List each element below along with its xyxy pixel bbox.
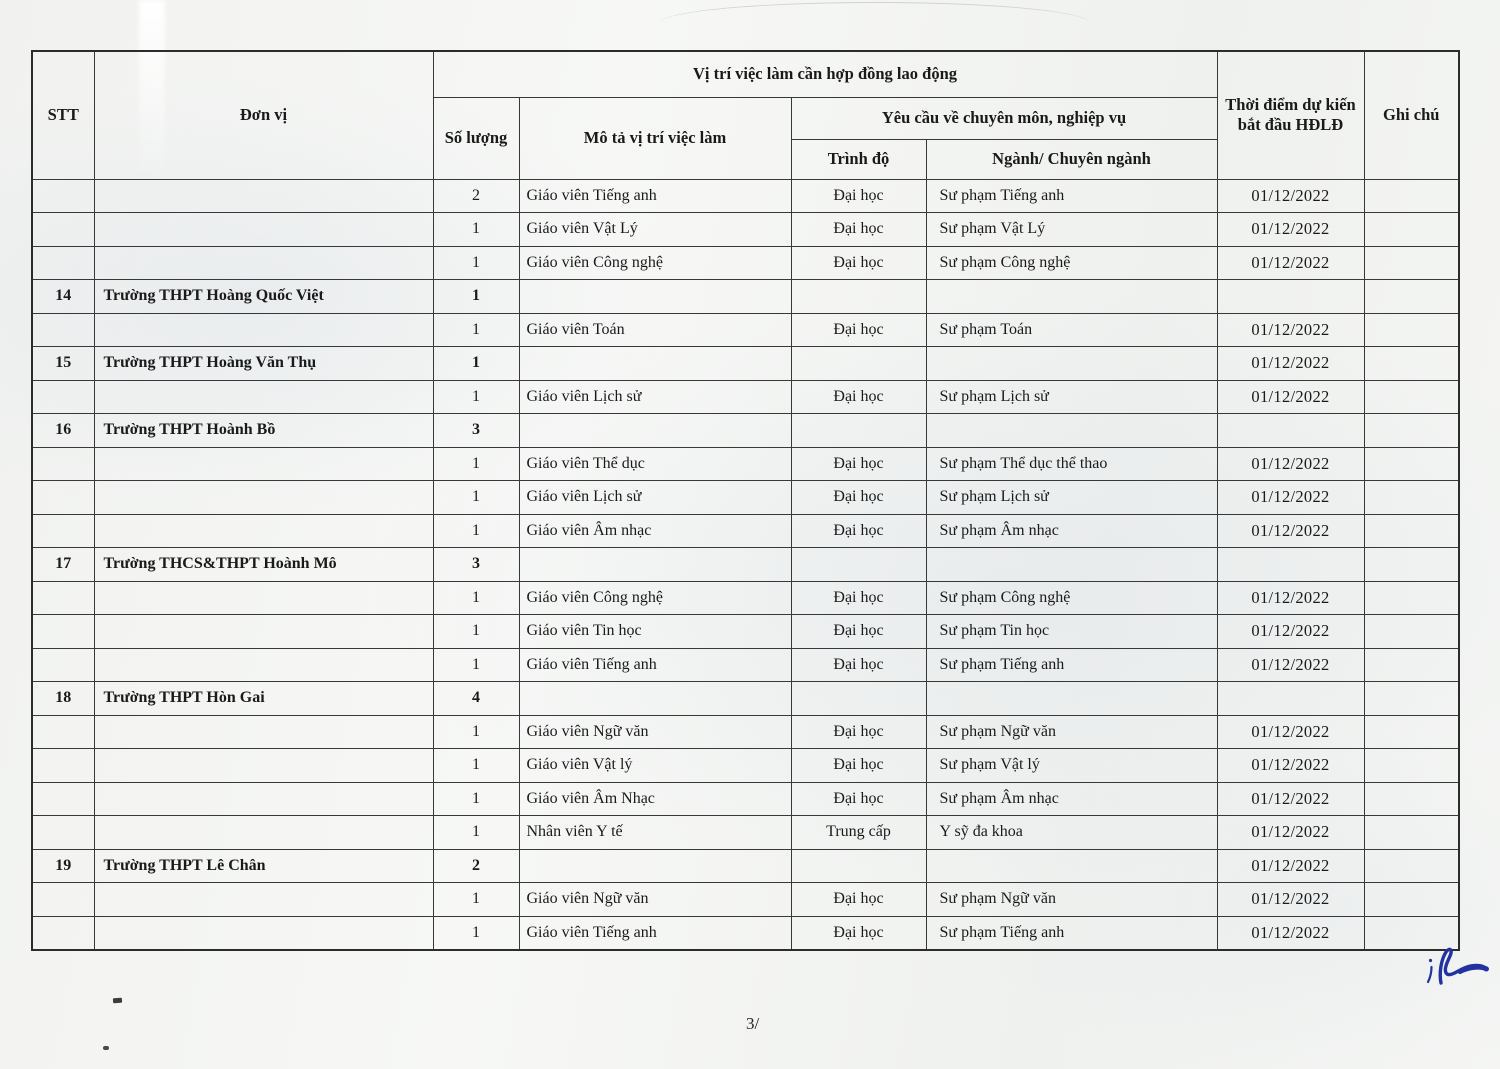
table-row bbox=[32, 514, 1459, 548]
cell-level: Đại học bbox=[791, 581, 926, 615]
cell-unit bbox=[94, 313, 433, 347]
cell-qty: 1 bbox=[433, 883, 519, 917]
cell-stt: 16 bbox=[32, 414, 94, 448]
cell-date: 01/12/2022 bbox=[1217, 447, 1364, 481]
cell-unit bbox=[94, 782, 433, 816]
cell-major: Sư phạm Tiếng anh bbox=[926, 648, 1217, 682]
positions-table bbox=[31, 50, 1460, 951]
cell-level: Trung cấp bbox=[791, 816, 926, 850]
cell-note bbox=[1364, 849, 1459, 883]
cell-major: Sư phạm Ngữ văn bbox=[926, 715, 1217, 749]
cell-desc: Giáo viên Tiếng anh bbox=[519, 916, 791, 950]
cell-note bbox=[1364, 581, 1459, 615]
table-body bbox=[32, 179, 1459, 950]
cell-desc: Giáo viên Thể dục bbox=[519, 447, 791, 481]
cell-note bbox=[1364, 280, 1459, 314]
cell-unit: Trường THPT Hoàng Văn Thụ bbox=[94, 347, 433, 381]
table-row bbox=[32, 246, 1459, 280]
cell-level bbox=[791, 280, 926, 314]
cell-major: Sư phạm Vật Lý bbox=[926, 213, 1217, 247]
cell-qty: 1 bbox=[433, 816, 519, 850]
cell-desc: Giáo viên Lịch sử bbox=[519, 380, 791, 414]
cell-qty: 1 bbox=[433, 246, 519, 280]
cell-stt bbox=[32, 883, 94, 917]
cell-stt bbox=[32, 648, 94, 682]
cell-stt bbox=[32, 816, 94, 850]
cell-unit bbox=[94, 816, 433, 850]
cell-qty: 1 bbox=[433, 347, 519, 381]
cell-desc: Giáo viên Lịch sử bbox=[519, 481, 791, 515]
cell-note bbox=[1364, 749, 1459, 783]
cell-desc bbox=[519, 347, 791, 381]
cell-date bbox=[1217, 548, 1364, 582]
cell-date: 01/12/2022 bbox=[1217, 715, 1364, 749]
cell-unit bbox=[94, 581, 433, 615]
table-row bbox=[32, 447, 1459, 481]
header-quantity: Số lượng bbox=[433, 97, 519, 179]
cell-major bbox=[926, 682, 1217, 716]
cell-unit: Trường THPT Lê Chân bbox=[94, 849, 433, 883]
cell-note bbox=[1364, 715, 1459, 749]
cell-unit: Trường THPT Hòn Gai bbox=[94, 682, 433, 716]
cell-qty: 1 bbox=[433, 280, 519, 314]
table-row bbox=[32, 715, 1459, 749]
cell-desc: Giáo viên Ngữ văn bbox=[519, 715, 791, 749]
cell-stt: 18 bbox=[32, 682, 94, 716]
cell-unit bbox=[94, 916, 433, 950]
cell-date: 01/12/2022 bbox=[1217, 916, 1364, 950]
cell-unit bbox=[94, 380, 433, 414]
cell-stt bbox=[32, 782, 94, 816]
cell-desc: Giáo viên Âm Nhạc bbox=[519, 782, 791, 816]
table-row bbox=[32, 581, 1459, 615]
table-row bbox=[32, 548, 1459, 582]
cell-date: 01/12/2022 bbox=[1217, 213, 1364, 247]
cell-level: Đại học bbox=[791, 514, 926, 548]
cell-desc bbox=[519, 548, 791, 582]
cell-major: Sư phạm Vật lý bbox=[926, 749, 1217, 783]
cell-stt bbox=[32, 916, 94, 950]
cell-stt: 17 bbox=[32, 548, 94, 582]
cell-stt bbox=[32, 213, 94, 247]
cell-date: 01/12/2022 bbox=[1217, 481, 1364, 515]
cell-note bbox=[1364, 682, 1459, 716]
cell-date: 01/12/2022 bbox=[1217, 179, 1364, 213]
cell-major: Sư phạm Tiếng anh bbox=[926, 916, 1217, 950]
table-row bbox=[32, 414, 1459, 448]
scan-speck-artifact bbox=[103, 1046, 109, 1050]
cell-qty: 1 bbox=[433, 380, 519, 414]
cell-date: 01/12/2022 bbox=[1217, 615, 1364, 649]
cell-date: 01/12/2022 bbox=[1217, 581, 1364, 615]
table-row bbox=[32, 816, 1459, 850]
header-note: Ghi chú bbox=[1364, 51, 1459, 179]
cell-date: 01/12/2022 bbox=[1217, 816, 1364, 850]
cell-date: 01/12/2022 bbox=[1217, 347, 1364, 381]
cell-unit bbox=[94, 213, 433, 247]
cell-level: Đại học bbox=[791, 213, 926, 247]
cell-note bbox=[1364, 213, 1459, 247]
cell-stt bbox=[32, 179, 94, 213]
cell-unit: Trường THPT Hoành Bồ bbox=[94, 414, 433, 448]
cell-unit: Trường THPT Hoàng Quốc Việt bbox=[94, 280, 433, 314]
cell-qty: 3 bbox=[433, 548, 519, 582]
cell-date bbox=[1217, 280, 1364, 314]
cell-level: Đại học bbox=[791, 883, 926, 917]
cell-note bbox=[1364, 447, 1459, 481]
cell-major: Sư phạm Công nghệ bbox=[926, 246, 1217, 280]
scan-speck-artifact bbox=[113, 998, 122, 1004]
signature-ink-mark bbox=[1420, 936, 1498, 994]
cell-stt bbox=[32, 514, 94, 548]
cell-date: 01/12/2022 bbox=[1217, 883, 1364, 917]
cell-level: Đại học bbox=[791, 749, 926, 783]
cell-note bbox=[1364, 816, 1459, 850]
cell-desc: Giáo viên Tiếng anh bbox=[519, 179, 791, 213]
cell-major: Sư phạm Toán bbox=[926, 313, 1217, 347]
cell-level: Đại học bbox=[791, 179, 926, 213]
cell-major: Sư phạm Âm nhạc bbox=[926, 782, 1217, 816]
cell-desc bbox=[519, 682, 791, 716]
cell-date bbox=[1217, 682, 1364, 716]
cell-level bbox=[791, 347, 926, 381]
table-header bbox=[32, 51, 1459, 179]
cell-level bbox=[791, 682, 926, 716]
cell-stt: 19 bbox=[32, 849, 94, 883]
cell-unit bbox=[94, 615, 433, 649]
cell-note bbox=[1364, 347, 1459, 381]
cell-note bbox=[1364, 648, 1459, 682]
cell-date: 01/12/2022 bbox=[1217, 749, 1364, 783]
cell-level: Đại học bbox=[791, 615, 926, 649]
table-row bbox=[32, 883, 1459, 917]
cell-desc: Giáo viên Tiếng anh bbox=[519, 648, 791, 682]
cell-stt bbox=[32, 615, 94, 649]
cell-stt bbox=[32, 481, 94, 515]
cell-unit bbox=[94, 715, 433, 749]
cell-note bbox=[1364, 615, 1459, 649]
cell-unit: Trường THCS&THPT Hoành Mô bbox=[94, 548, 433, 582]
table-row bbox=[32, 347, 1459, 381]
cell-major: Sư phạm Âm nhạc bbox=[926, 514, 1217, 548]
cell-desc: Giáo viên Toán bbox=[519, 313, 791, 347]
cell-major: Sư phạm Thể dục thể thao bbox=[926, 447, 1217, 481]
cell-unit bbox=[94, 648, 433, 682]
cell-date: 01/12/2022 bbox=[1217, 514, 1364, 548]
cell-desc: Giáo viên Công nghệ bbox=[519, 581, 791, 615]
cell-stt bbox=[32, 581, 94, 615]
cell-date: 01/12/2022 bbox=[1217, 782, 1364, 816]
cell-note bbox=[1364, 313, 1459, 347]
cell-qty: 1 bbox=[433, 313, 519, 347]
cell-desc bbox=[519, 849, 791, 883]
cell-level bbox=[791, 414, 926, 448]
cell-major bbox=[926, 414, 1217, 448]
cell-major: Sư phạm Lịch sử bbox=[926, 481, 1217, 515]
cell-stt bbox=[32, 380, 94, 414]
header-level: Trình độ bbox=[791, 139, 926, 179]
header-group-positions: Vị trí việc làm cần hợp đồng lao động bbox=[433, 51, 1217, 97]
cell-note bbox=[1364, 246, 1459, 280]
cell-desc: Giáo viên Vật Lý bbox=[519, 213, 791, 247]
cell-major: Y sỹ đa khoa bbox=[926, 816, 1217, 850]
cell-major: Sư phạm Tiếng anh bbox=[926, 179, 1217, 213]
cell-major bbox=[926, 280, 1217, 314]
cell-level: Đại học bbox=[791, 916, 926, 950]
cell-level: Đại học bbox=[791, 648, 926, 682]
table-row bbox=[32, 849, 1459, 883]
cell-desc bbox=[519, 414, 791, 448]
cell-major: Sư phạm Công nghệ bbox=[926, 581, 1217, 615]
cell-major: Sư phạm Tin học bbox=[926, 615, 1217, 649]
cell-stt bbox=[32, 749, 94, 783]
cell-qty: 1 bbox=[433, 916, 519, 950]
cell-qty: 1 bbox=[433, 581, 519, 615]
cell-level bbox=[791, 548, 926, 582]
cell-desc: Giáo viên Vật lý bbox=[519, 749, 791, 783]
cell-desc: Nhân viên Y tế bbox=[519, 816, 791, 850]
cell-note bbox=[1364, 548, 1459, 582]
cell-qty: 3 bbox=[433, 414, 519, 448]
table-row bbox=[32, 179, 1459, 213]
cell-level: Đại học bbox=[791, 246, 926, 280]
cell-desc: Giáo viên Âm nhạc bbox=[519, 514, 791, 548]
table-row bbox=[32, 682, 1459, 716]
cell-qty: 4 bbox=[433, 682, 519, 716]
table-row bbox=[32, 916, 1459, 950]
cell-major: Sư phạm Ngữ văn bbox=[926, 883, 1217, 917]
cell-date: 01/12/2022 bbox=[1217, 648, 1364, 682]
cell-stt: 14 bbox=[32, 280, 94, 314]
cell-stt bbox=[32, 313, 94, 347]
cell-date: 01/12/2022 bbox=[1217, 246, 1364, 280]
cell-unit bbox=[94, 481, 433, 515]
cell-stt: 15 bbox=[32, 347, 94, 381]
cell-level: Đại học bbox=[791, 447, 926, 481]
cell-level: Đại học bbox=[791, 481, 926, 515]
cell-level: Đại học bbox=[791, 782, 926, 816]
cell-date: 01/12/2022 bbox=[1217, 380, 1364, 414]
cell-stt bbox=[32, 447, 94, 481]
cell-stt bbox=[32, 246, 94, 280]
cell-major bbox=[926, 849, 1217, 883]
page-number: 3/ bbox=[746, 1014, 760, 1033]
cell-note bbox=[1364, 179, 1459, 213]
table-row bbox=[32, 749, 1459, 783]
cell-qty: 1 bbox=[433, 481, 519, 515]
cell-qty: 1 bbox=[433, 514, 519, 548]
cell-unit bbox=[94, 179, 433, 213]
cell-qty: 1 bbox=[433, 213, 519, 247]
cell-qty: 1 bbox=[433, 648, 519, 682]
cell-note bbox=[1364, 782, 1459, 816]
cell-qty: 1 bbox=[433, 447, 519, 481]
cell-desc: Giáo viên Ngữ văn bbox=[519, 883, 791, 917]
cell-desc: Giáo viên Tin học bbox=[519, 615, 791, 649]
cell-qty: 2 bbox=[433, 179, 519, 213]
cell-major bbox=[926, 347, 1217, 381]
cell-level bbox=[791, 849, 926, 883]
header-group-requirements: Yêu cầu về chuyên môn, nghiệp vụ bbox=[791, 97, 1217, 139]
cell-unit bbox=[94, 514, 433, 548]
cell-unit bbox=[94, 883, 433, 917]
cell-desc: Giáo viên Công nghệ bbox=[519, 246, 791, 280]
cell-unit bbox=[94, 447, 433, 481]
cell-level: Đại học bbox=[791, 380, 926, 414]
table-row bbox=[32, 380, 1459, 414]
header-description: Mô tả vị trí việc làm bbox=[519, 97, 791, 179]
cell-note bbox=[1364, 481, 1459, 515]
cell-level: Đại học bbox=[791, 313, 926, 347]
header-unit: Đơn vị bbox=[94, 51, 433, 179]
cell-note bbox=[1364, 514, 1459, 548]
table-row bbox=[32, 481, 1459, 515]
cell-major: Sư phạm Lịch sử bbox=[926, 380, 1217, 414]
cell-unit bbox=[94, 749, 433, 783]
table-row bbox=[32, 782, 1459, 816]
cell-desc bbox=[519, 280, 791, 314]
cell-note bbox=[1364, 883, 1459, 917]
cell-date: 01/12/2022 bbox=[1217, 313, 1364, 347]
cell-note bbox=[1364, 414, 1459, 448]
cell-qty: 1 bbox=[433, 749, 519, 783]
table-row bbox=[32, 213, 1459, 247]
header-start-time: Thời điểm dự kiến bắt đầu HĐLĐ bbox=[1217, 51, 1364, 179]
cell-major bbox=[926, 548, 1217, 582]
table-row bbox=[32, 313, 1459, 347]
cell-note bbox=[1364, 380, 1459, 414]
cell-date bbox=[1217, 414, 1364, 448]
cell-stt bbox=[32, 715, 94, 749]
cell-qty: 1 bbox=[433, 782, 519, 816]
header-major: Ngành/ Chuyên ngành bbox=[926, 139, 1217, 179]
cell-level: Đại học bbox=[791, 715, 926, 749]
cell-qty: 2 bbox=[433, 849, 519, 883]
cell-qty: 1 bbox=[433, 715, 519, 749]
scan-fold-line-artifact bbox=[660, 2, 1090, 23]
table-row bbox=[32, 648, 1459, 682]
table-row bbox=[32, 280, 1459, 314]
cell-qty: 1 bbox=[433, 615, 519, 649]
cell-date: 01/12/2022 bbox=[1217, 849, 1364, 883]
table-row bbox=[32, 615, 1459, 649]
cell-unit bbox=[94, 246, 433, 280]
header-stt: STT bbox=[32, 51, 94, 179]
